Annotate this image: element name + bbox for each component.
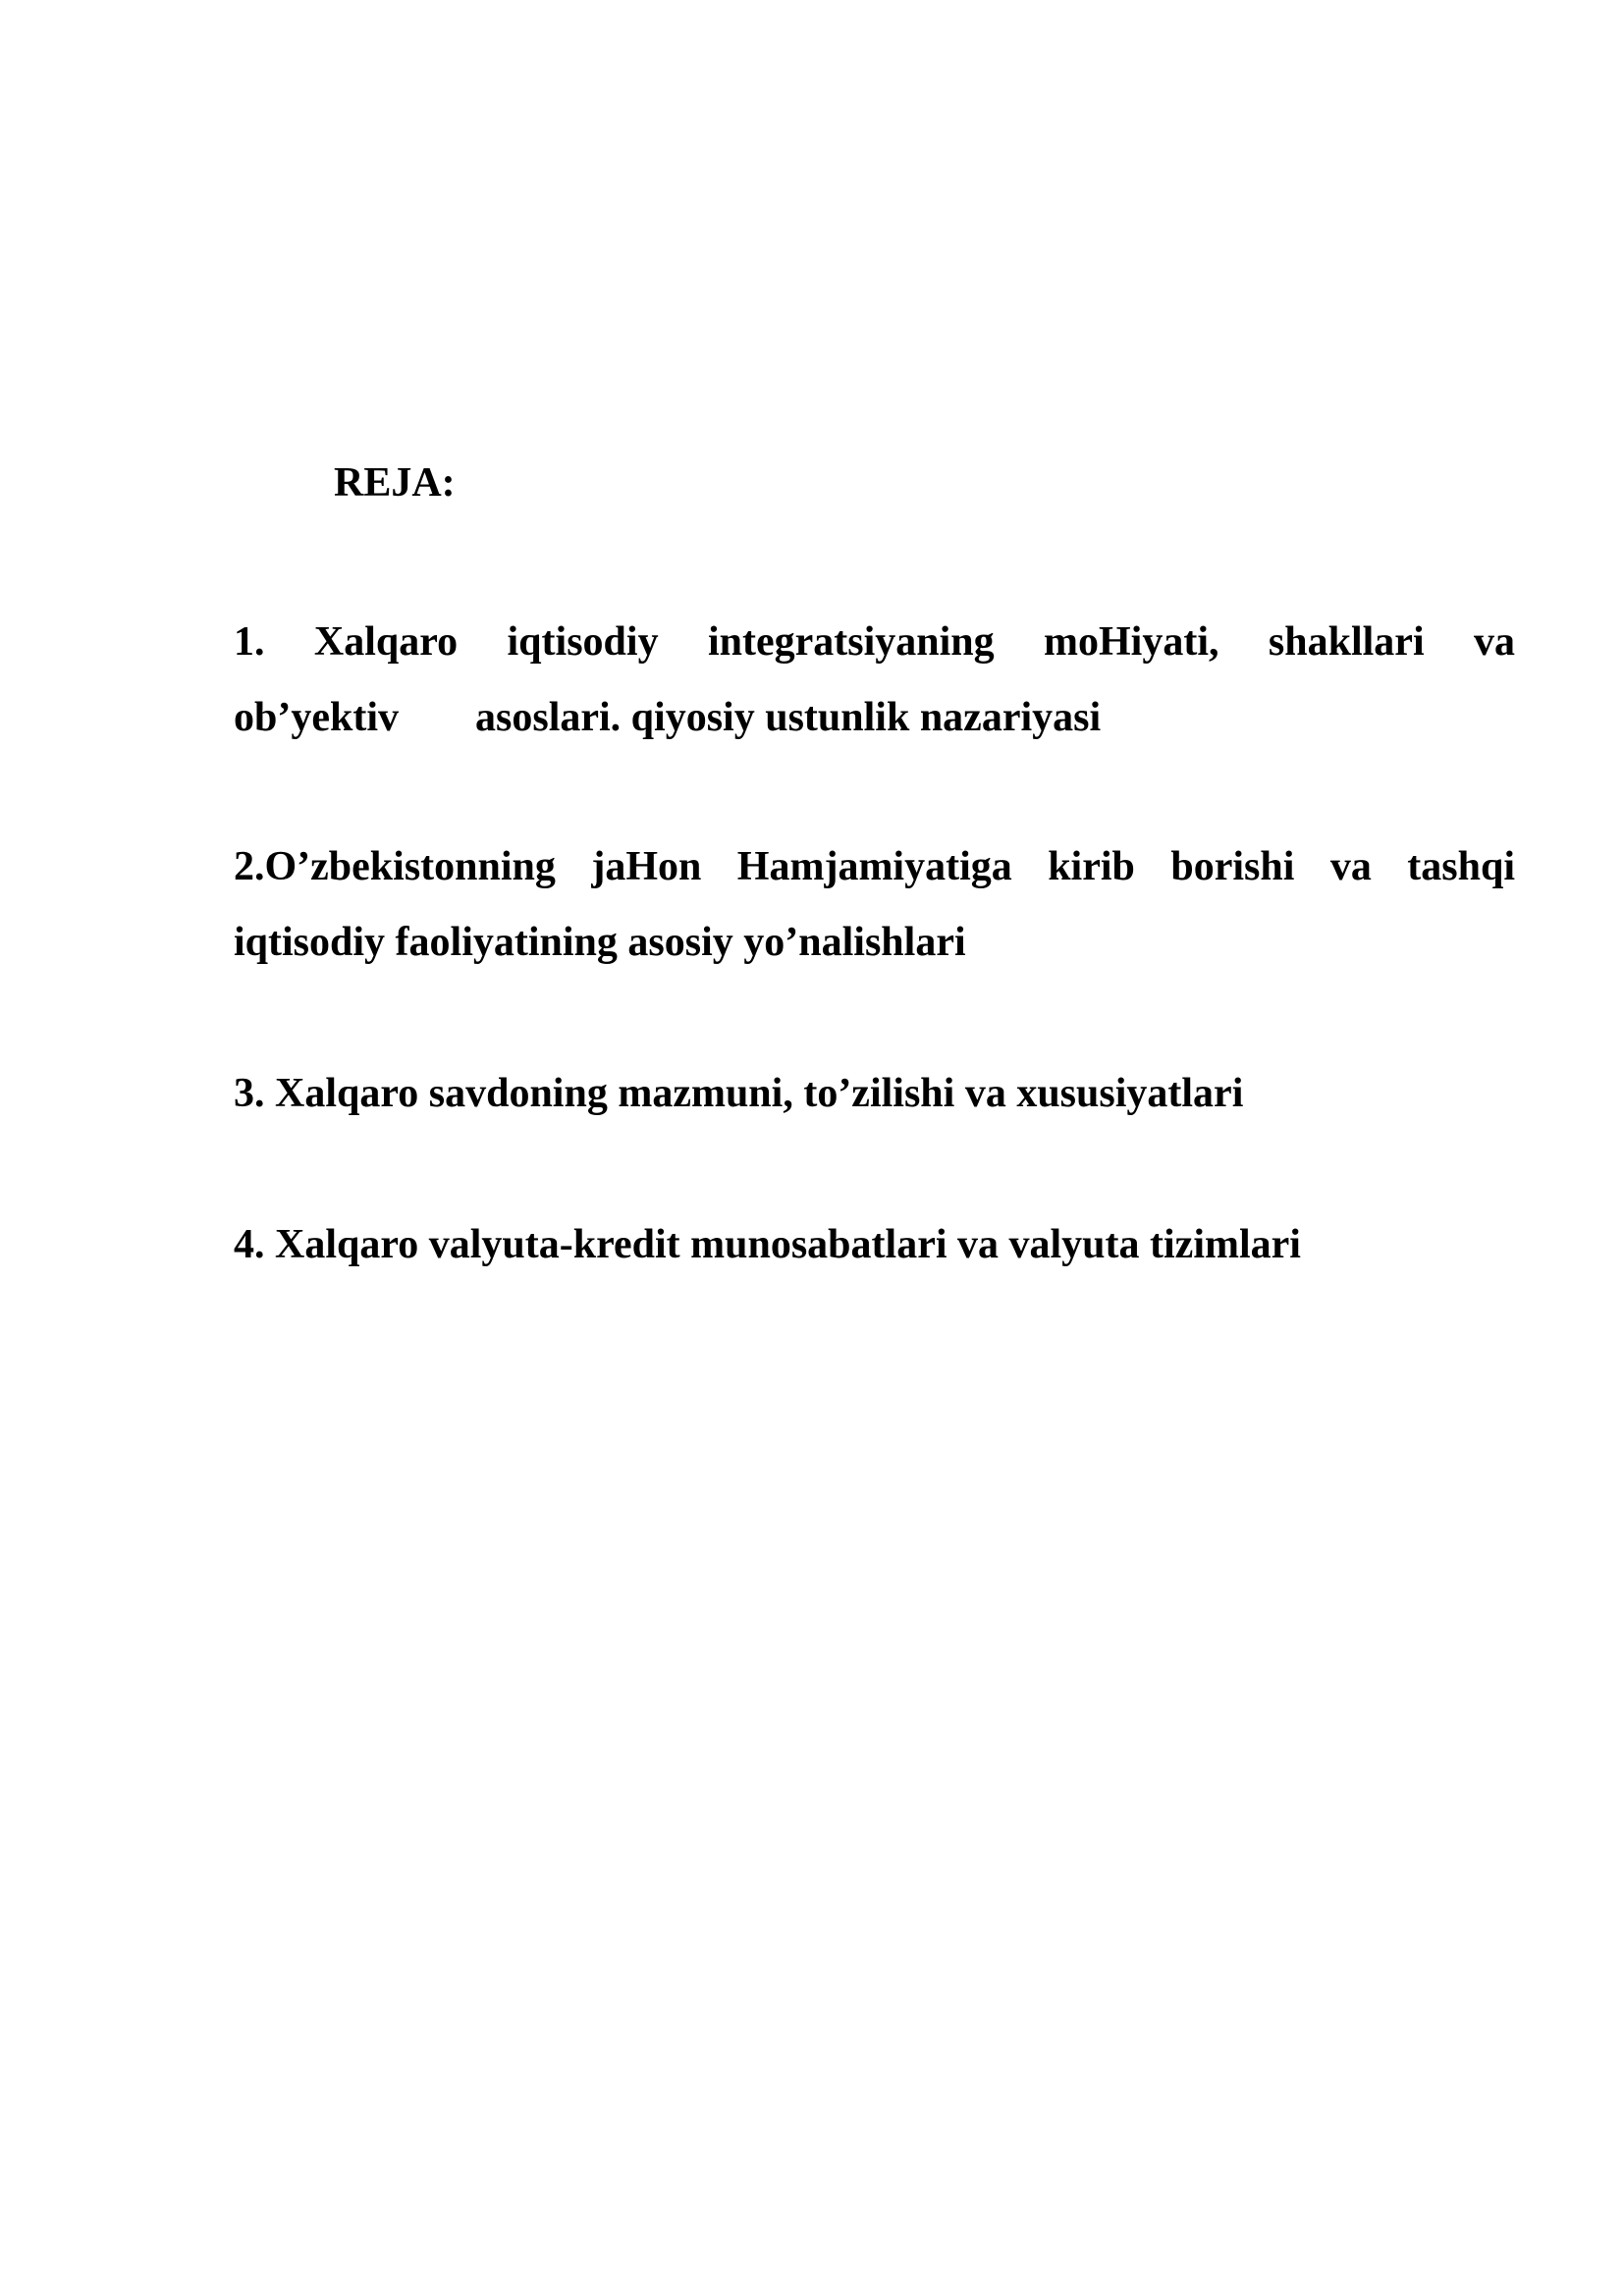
plan-item-2 [234, 829, 1515, 981]
plan-item-3 [234, 1056, 1515, 1132]
plan-item-1 [234, 605, 1515, 756]
plan-item-1-line-2-part-2: asoslari. qiyosiy ustunlik nazariyasi [475, 695, 1102, 740]
plan-item-2-line-2: iqtisodiy faoliyatining asosiy yo’nalishlari [234, 920, 966, 965]
plan-item-4-line-1: 4. Xalqaro valyuta-kredit munosabatlari va valyuta tizimlari [234, 1222, 1301, 1267]
plan-list [234, 605, 1515, 1283]
plan-item-1-line-1: 1. Xalqaro iqtisodiy integratsiyaning moHiyati, shakllari va [234, 619, 1515, 665]
plan-item-3-line-1: 3. Xalqaro savdoning mazmuni, to’zilishi va xususiyatlari [234, 1071, 1244, 1116]
plan-heading: REJA: [334, 460, 456, 506]
plan-item-1-line-2-part-1: ob’yektiv [234, 695, 399, 740]
plan-item-1-line-2 [234, 680, 1515, 756]
plan-item-4 [234, 1207, 1515, 1283]
plan-item-2-line-1: 2.O’zbekistonning jaHon Hamjamiyatiga kirib borishi va tashqi [234, 844, 1515, 889]
